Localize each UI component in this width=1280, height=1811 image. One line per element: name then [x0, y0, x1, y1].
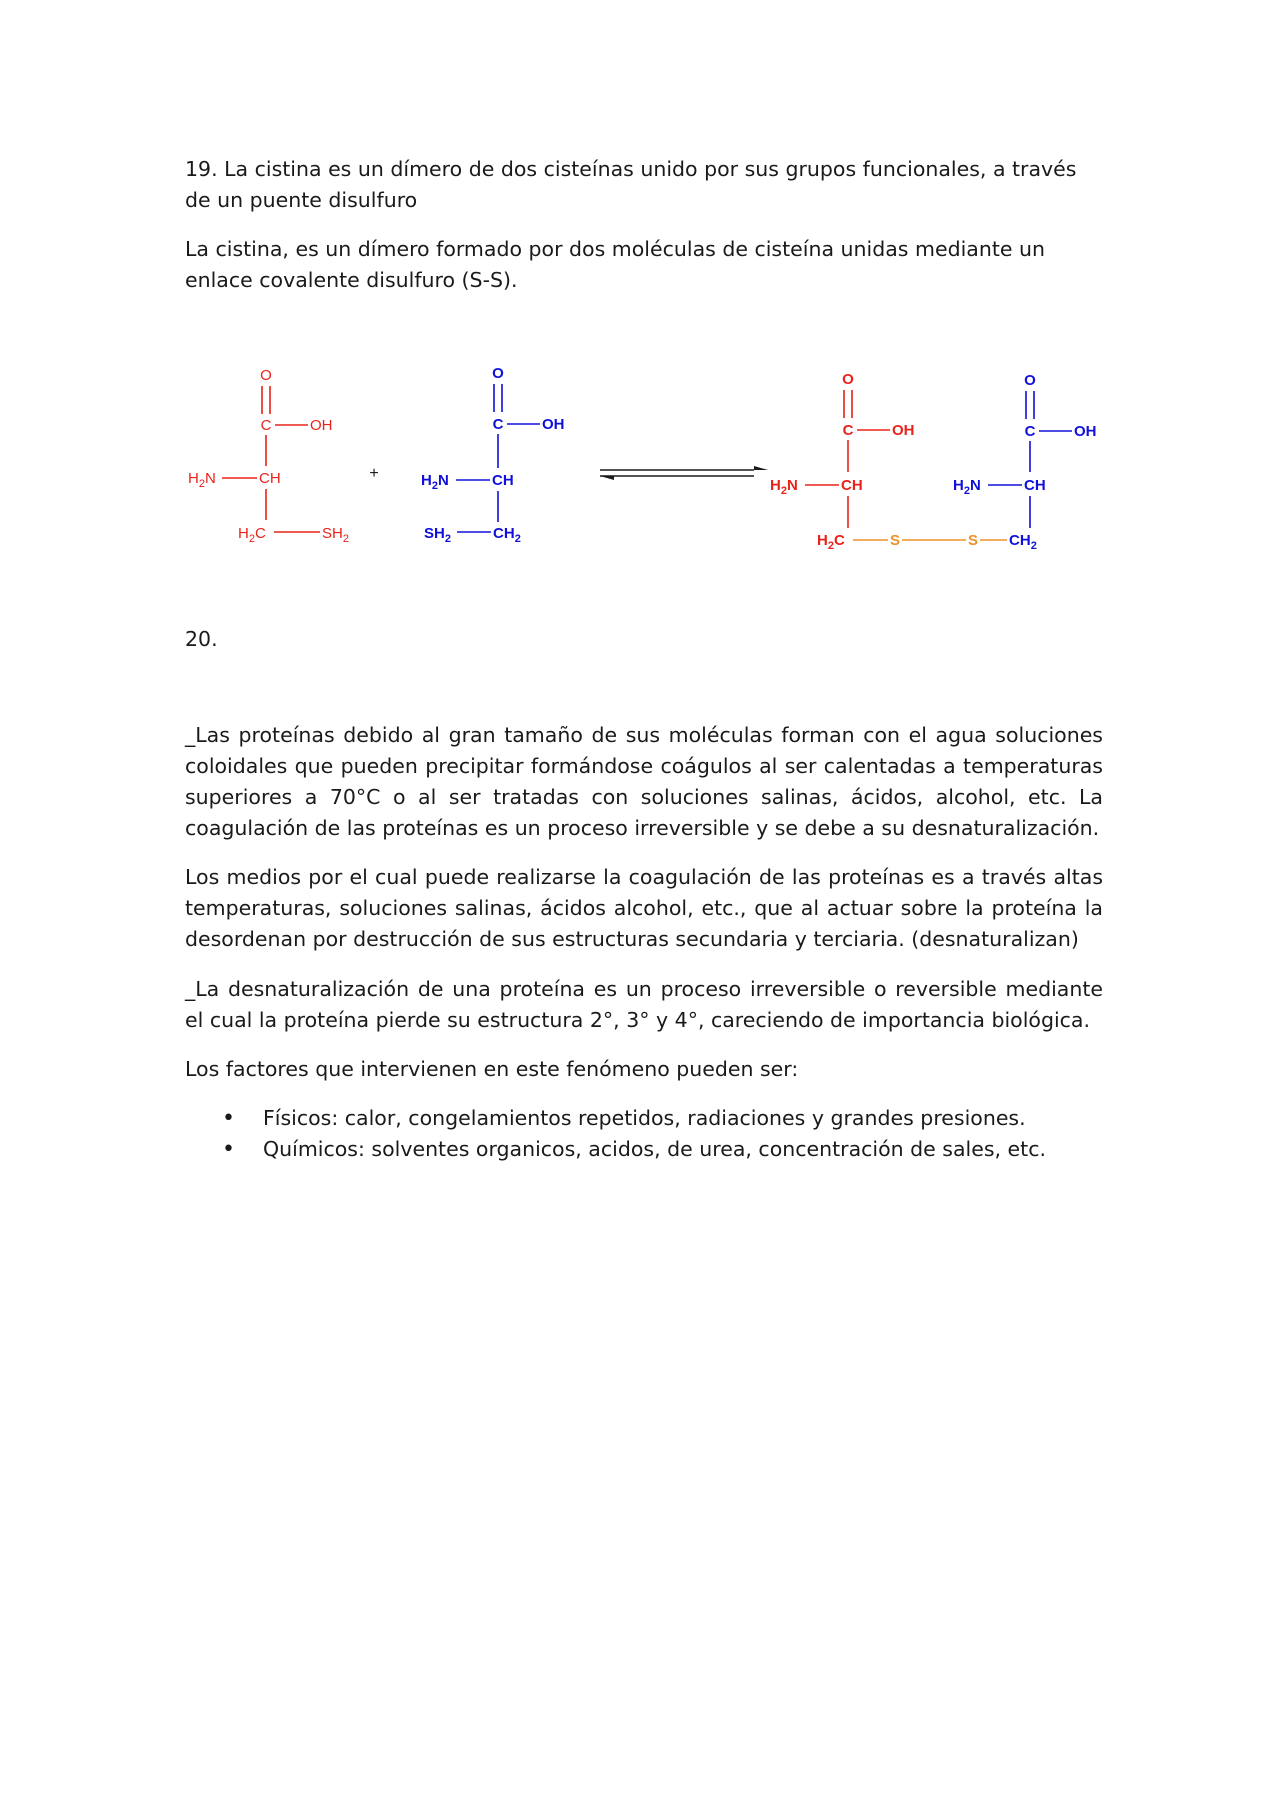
bullet-icon: •: [222, 1106, 235, 1131]
atom-label: $H_2N$: [770, 477, 798, 497]
atom-label: CH: [1024, 477, 1046, 494]
plus-sign: +: [369, 465, 379, 482]
disulfide-bridge: [853, 532, 1007, 549]
question-20-paragraph-4: Los factores que intervienen en este fenómeno pueden ser:: [185, 1057, 799, 1081]
atom-label: S: [890, 532, 901, 549]
atom-label: OH: [892, 422, 915, 439]
atom-label: OH: [310, 417, 333, 434]
question-20-paragraph-3: _La desnaturalización de una proteína es un proceso irreversible o reversible mediante el cual la proteína pierde su estructura 2°, 3° y 4°, careciendo de importancia biológica.: [185, 977, 1103, 1032]
atom-label: CH: [492, 472, 514, 489]
bullet-icon: •: [222, 1137, 235, 1162]
question-20-paragraph-2: Los medios por el cual puede realizarse la coagulación de las proteínas es a través altas temperaturas, soluciones salinas, ácidos alcohol, etc., que al actuar sobre la proteína la desordenan por destrucción de sus estructuras secundaria y terciaria. (desnaturalizan): [185, 865, 1103, 951]
cystine-left-half: [770, 371, 915, 552]
atom-label: $CH_2$: [1009, 532, 1037, 552]
atom-label: S: [968, 532, 979, 549]
atom-label: $H_2C$: [817, 532, 845, 552]
atom-label: OH: [1074, 423, 1097, 440]
atom-label: $SH_2$: [322, 525, 349, 545]
list-item: [185, 1103, 1085, 1134]
atom-label: C: [842, 422, 854, 439]
cysteine-molecule-1: [188, 367, 349, 545]
cystine-formation-diagram: [180, 350, 1120, 570]
list-item-text: Físicos: calor, congelamientos repetidos, radiaciones y grandes presiones.: [263, 1106, 1026, 1130]
atom-label: $H_2N$: [188, 470, 216, 490]
atom-label: $H_2N$: [421, 472, 449, 492]
atom-label: C: [492, 416, 504, 433]
atom-label: CH: [841, 477, 863, 494]
atom-label: OH: [542, 416, 565, 433]
question-19-heading: 19. La cistina es un dímero de dos cisteínas unido por sus grupos funcionales, a través de un puente disulfuro: [185, 157, 1077, 212]
atom-label: C: [1024, 423, 1036, 440]
atom-label: $H_2C$: [238, 525, 266, 545]
atom-label: O: [492, 365, 504, 382]
atom-label: $CH_2$: [493, 525, 521, 545]
cysteine-molecule-2: [421, 365, 565, 545]
cystine-product: [770, 371, 1097, 552]
question-20-paragraph-1: _Las proteínas debido al gran tamaño de sus moléculas forman con el agua soluciones coloidales que pueden precipitar formándose coágulos al ser calentadas a temperaturas superiores a 70°C o al ser tratadas con soluciones salinas, ácidos, alcohol, etc. La coagulación de las proteínas es un proceso irreversible y se debe a su desnaturalización.: [185, 723, 1103, 840]
atom-label: O: [1024, 372, 1036, 389]
atom-label: CH: [259, 470, 281, 487]
cystine-right-half: [953, 372, 1097, 552]
atom-label: $SH_2$: [424, 525, 451, 545]
equilibrium-arrows: [600, 466, 768, 480]
atom-label: $H_2N$: [953, 477, 981, 497]
question-20-number: 20.: [185, 627, 218, 651]
atom-label: O: [260, 367, 272, 384]
list-item: [185, 1134, 1085, 1165]
atom-label: O: [842, 371, 854, 388]
factors-list: [185, 1103, 1085, 1165]
atom-label: C: [260, 417, 272, 434]
question-19-answer: La cistina, es un dímero formado por dos moléculas de cisteína unidas mediante un enlace covalente disulfuro (S-S).: [185, 237, 1045, 292]
list-item-text: Químicos: solventes organicos, acidos, de urea, concentración de sales, etc.: [263, 1137, 1046, 1161]
